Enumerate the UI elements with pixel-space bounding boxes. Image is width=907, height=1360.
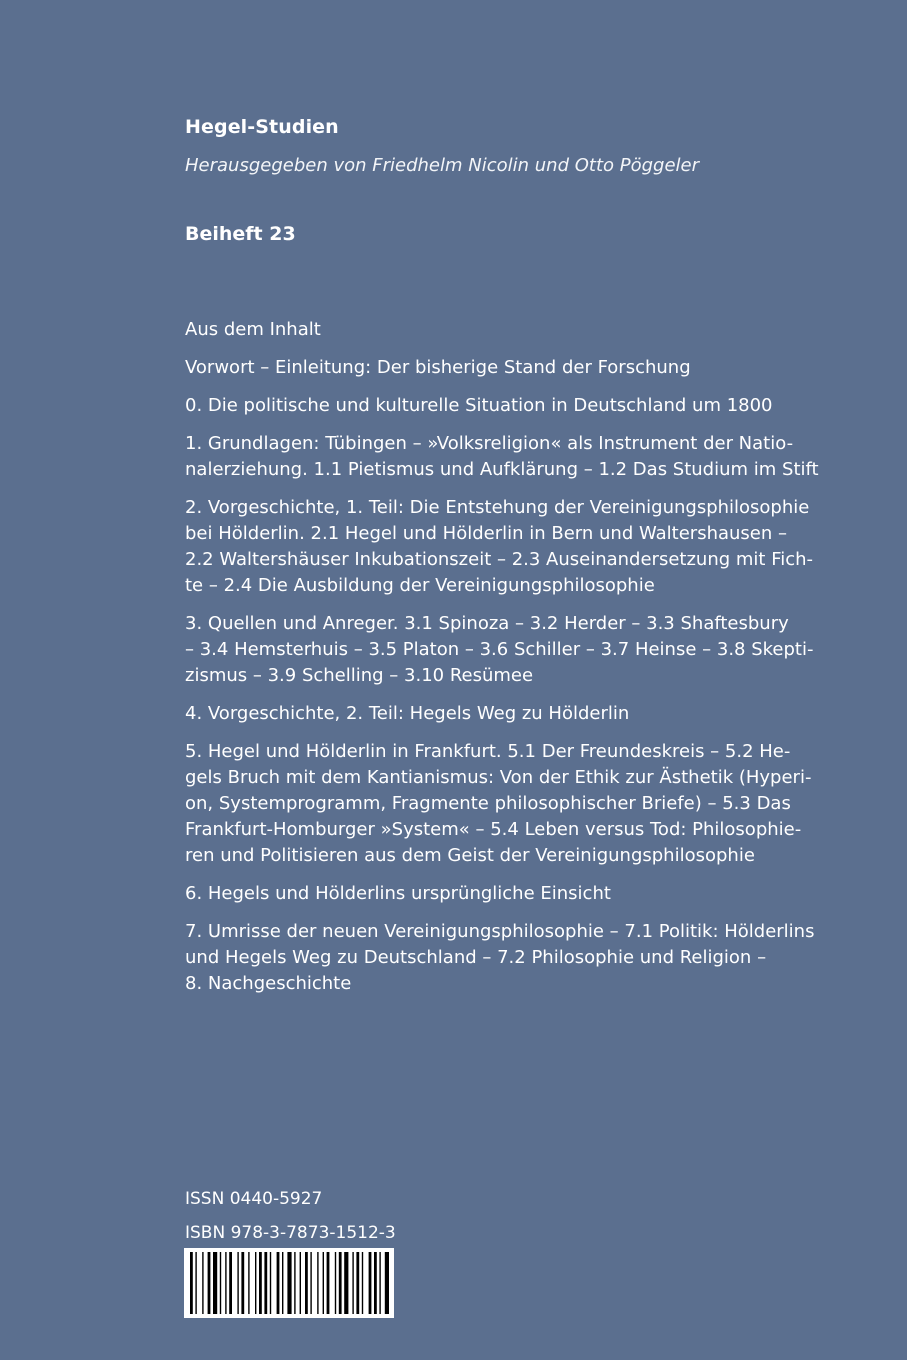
barcode-bar [294, 1252, 295, 1314]
barcode-bar [323, 1252, 324, 1314]
toc-item-line: on, Systemprogramm, Fragmente philosophischer Briefe) – 5.3 Das [185, 793, 791, 814]
volume-number: Beiheft 23 [185, 223, 296, 245]
barcode-bar [379, 1252, 380, 1314]
back-cover-content [185, 112, 825, 997]
barcode-bar [195, 1252, 196, 1314]
barcode-bar [305, 1252, 308, 1314]
barcode-bar [220, 1252, 221, 1314]
toc-item-line: 3. Quellen und Anreger. 3.1 Spinoza – 3.2 Herder – 3.3 Shaftesbury [185, 613, 789, 634]
barcode-graphic [184, 1248, 394, 1318]
toc-list [185, 355, 825, 997]
barcode-bar [327, 1252, 330, 1314]
toc-heading: Aus dem Inhalt [185, 319, 321, 340]
toc-item-line: 5. Hegel und Hölderlin in Frankfurt. 5.1 Der Freundeskreis – 5.2 He- [185, 741, 791, 762]
toc-item-line: und Hegels Weg zu Deutschland – 7.2 Philosophie und Religion – [185, 947, 767, 968]
toc-item [185, 739, 825, 869]
barcode-bar [237, 1252, 238, 1314]
issn: ISSN 0440-5927 [185, 1189, 323, 1209]
toc-item [185, 393, 825, 419]
barcode-bar [259, 1252, 262, 1314]
barcode-bar [255, 1252, 256, 1314]
barcode-bar [356, 1252, 359, 1314]
toc-item-line: bei Hölderlin. 2.1 Hegel und Hölderlin in Bern und Waltershausen – [185, 523, 787, 544]
barcode-bar [225, 1252, 226, 1314]
toc-item-line: 6. Hegels und Hölderlins ursprüngliche Einsicht [185, 883, 611, 904]
barcode-bar [300, 1252, 301, 1314]
barcode-bar [277, 1252, 280, 1314]
toc-item-line: Vorwort – Einleitung: Der bisherige Stand der Forschung [185, 357, 691, 378]
series-title: Hegel-Studien [185, 116, 339, 138]
toc-item [185, 611, 825, 689]
toc-item-line: 8. Nachgeschichte [185, 973, 352, 994]
barcode-bar [213, 1252, 217, 1314]
barcode [184, 1248, 394, 1318]
toc-item-line: gels Bruch mit dem Kantianismus: Von der Ethik zur Ästhetik (Hyperi- [185, 767, 812, 788]
barcode-bar [248, 1252, 249, 1314]
toc-item-line: 4. Vorgeschichte, 2. Teil: Hegels Weg zu Hölderlin [185, 703, 630, 724]
toc-item-line: ren und Politisieren aus dem Geist der Vereinigungsphilosophie [185, 845, 755, 866]
barcode-bar [282, 1252, 283, 1314]
barcode-bar [385, 1252, 389, 1314]
toc-item-line: 7. Umrisse der neuen Vereinigungsphilosophie – 7.1 Politik: Hölderlins [185, 921, 815, 942]
editors-line: Herausgegeben von Friedhelm Nicolin und Otto Pöggeler [185, 155, 700, 176]
barcode-bar [344, 1252, 348, 1314]
barcode-bar [317, 1252, 318, 1314]
toc-item-line: 0. Die politische und kulturelle Situation in Deutschland um 1800 [185, 395, 773, 416]
barcode-bar [339, 1252, 342, 1314]
barcode-bar [264, 1252, 267, 1314]
isbn: ISBN 978-3-7873-1512-3 [185, 1223, 396, 1243]
barcode-bar [362, 1252, 363, 1314]
barcode-bar [208, 1252, 211, 1314]
barcode-bar [190, 1252, 193, 1314]
barcode-bar [374, 1252, 377, 1314]
barcode-bar [335, 1252, 336, 1314]
barcode-bar [369, 1252, 372, 1314]
toc-item-line: 2. Vorgeschichte, 1. Teil: Die Entstehung der Vereinigungsphilosophie [185, 497, 810, 518]
toc-item-line: 2.2 Waltershäuser Inkubationszeit – 2.3 Auseinandersetzung mit Fich- [185, 549, 814, 570]
barcode-bar [241, 1252, 244, 1314]
barcode-bar [310, 1252, 311, 1314]
toc-item-line: – 3.4 Hemsterhuis – 3.5 Platon – 3.6 Schiller – 3.7 Heinse – 3.8 Skepti- [185, 639, 814, 660]
toc-item [185, 431, 825, 483]
barcode-bar [287, 1252, 291, 1314]
toc-item [185, 701, 825, 727]
barcode-bar [229, 1252, 232, 1314]
toc-item [185, 495, 825, 599]
barcode-bar [270, 1252, 271, 1314]
toc-item-line: nalerziehung. 1.1 Pietismus und Aufklärung – 1.2 Das Studium im Stift [185, 459, 819, 480]
toc-item-line: 1. Grundlagen: Tübingen – »Volksreligion« als Instrument der Natio- [185, 433, 794, 454]
barcode-bar [352, 1252, 353, 1314]
toc-item [185, 355, 825, 381]
barcode-bar [202, 1252, 203, 1314]
toc-item-line: te – 2.4 Die Ausbildung der Vereinigungsphilosophie [185, 575, 655, 596]
toc-item-line: zismus – 3.9 Schelling – 3.10 Resümee [185, 665, 534, 686]
toc-item [185, 919, 825, 997]
toc-item-line: Frankfurt-Homburger »System« – 5.4 Leben versus Tod: Philosophie- [185, 819, 802, 840]
toc-item [185, 881, 825, 907]
